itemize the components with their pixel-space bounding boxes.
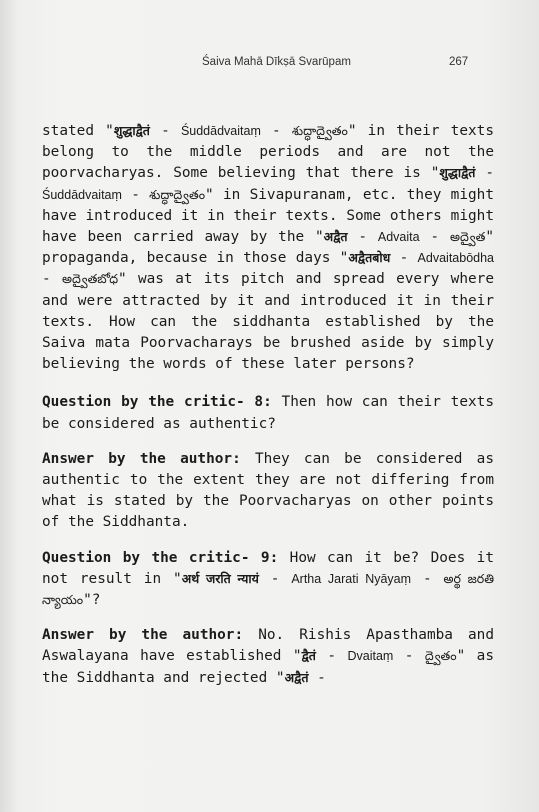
- text-run: "?: [83, 592, 101, 609]
- text-run: -: [149, 123, 181, 139]
- text-run: " was at its pitch and spread every where and were attracted by it and introduced it in their texts. How can the siddhanta established by the Saiva mata Poorvacharays be brushed aside by simply believing the words of these later persons?: [42, 271, 494, 373]
- text-run: -: [411, 570, 444, 587]
- running-title: Śaiva Mahā Dīkṣā Svarūpam: [202, 56, 351, 68]
- text-run: " in their texts belong to the middle periods and are not the poorvacharyas. Some believing that there is ": [42, 123, 495, 182]
- text-run: -: [315, 648, 348, 665]
- answer-text: They can be considered as authentic to the extent they are not differing from what is stated by the Poorvacharyas on other points of the Siddhanta.: [42, 450, 494, 531]
- text-run: No. Rishis Apasthamba and Aswalayana have established ": [42, 627, 494, 665]
- question-label: Question by the critic- 9:: [42, 549, 279, 566]
- answer-9: [42, 625, 494, 689]
- telugu-term: అర్థ జరతి న్యాయం: [42, 571, 494, 608]
- devanagari-term: शुद्धाद्वैतं: [439, 166, 476, 181]
- text-run: " as the Siddhanta and rejected ": [42, 648, 494, 686]
- text-run: -: [42, 271, 62, 288]
- devanagari-term: अद्वैतं: [284, 670, 309, 685]
- text-run: How can it be? Does it not result in ": [42, 549, 494, 587]
- text-run: stated ": [42, 123, 114, 139]
- devanagari-term: द्वैतं: [301, 649, 316, 664]
- telugu-term: శుద్ధాద్వైతం: [291, 124, 348, 138]
- question-text: Then how can their texts be considered as authentic?: [42, 394, 494, 432]
- telugu-term: ద్వైతం: [424, 649, 457, 664]
- answer-8: [42, 449, 494, 534]
- running-header: [0, 56, 539, 72]
- question-label: Question by the critic- 8:: [42, 394, 272, 411]
- text-run: -: [475, 165, 494, 182]
- telugu-term: అద్వైత: [449, 230, 486, 245]
- devanagari-term: अर्थ जरति न्यायं: [181, 571, 259, 586]
- devanagari-term: अद्वैतबोध: [348, 251, 391, 266]
- transliteration-term: Advaitabōdha: [417, 251, 494, 266]
- text-run: " in Sivapuranam, etc. they might have introduced it in their texts. Some others might have been carried away by the ": [42, 186, 494, 246]
- devanagari-term: अद्वैत: [323, 230, 348, 245]
- answer-label: Answer by the author:: [42, 627, 244, 644]
- transliteration-term: Artha Jarati Nyāyaṃ: [291, 571, 412, 586]
- telugu-term: శుద్ధాద్వైతం: [149, 187, 206, 202]
- transliteration-term: Śuddādvaitaṃ: [42, 187, 122, 202]
- text-run: -: [390, 250, 418, 267]
- transliteration-term: Dvaitaṃ: [347, 649, 394, 664]
- page-number: 267: [449, 56, 469, 68]
- telugu-term: అద్వైతబోధ: [61, 272, 119, 287]
- paragraph-stated: [42, 121, 494, 375]
- text-run: -: [393, 648, 425, 665]
- text-run: -: [121, 186, 150, 203]
- text-run: -: [347, 229, 378, 246]
- transliteration-term: Advaita: [377, 230, 420, 245]
- text-run: -: [260, 123, 292, 139]
- question-9: [42, 548, 494, 612]
- question-8: [42, 392, 494, 434]
- text-run: -: [308, 669, 326, 686]
- text-run: -: [419, 229, 450, 246]
- answer-label: Answer by the author:: [42, 450, 241, 467]
- transliteration-term: Śuddādvaitaṃ: [180, 124, 261, 138]
- text-run: " propaganda, because in those days ": [42, 229, 494, 267]
- page-body: [42, 121, 494, 689]
- devanagari-term: शुद्धाद्वैतं: [113, 124, 150, 138]
- text-run: -: [258, 570, 292, 587]
